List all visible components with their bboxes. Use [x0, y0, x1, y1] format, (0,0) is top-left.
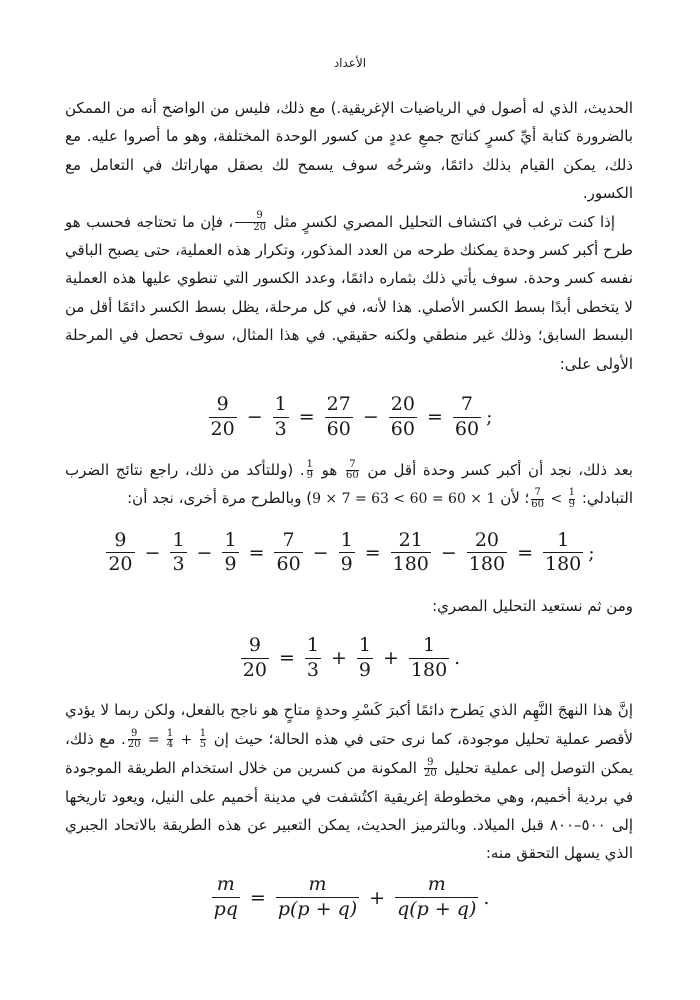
running-header: الأعداد: [333, 56, 367, 70]
operator: =: [248, 541, 265, 564]
denominator: 180: [410, 658, 448, 681]
equation-punctuation: ;: [486, 405, 493, 428]
operator: +: [369, 886, 386, 909]
numerator: 1: [306, 633, 319, 656]
numerator: 1: [172, 528, 185, 551]
paragraph-4: ومن ثم نستعيد التحليل المصري:: [432, 596, 633, 615]
denominator: 20: [242, 658, 267, 681]
denominator: 60: [326, 417, 351, 440]
paragraph-1: الحديث، الذي له أصول في الرياضيات الإغريقية.) مع ذلك، فليس من الواضح أنه من الممكن بالضرورة كتابة أيِّ كسرٍ كناتج جمعِ عددٍ من كسور الوحدة المختلفة، وهو ما أصروا عليه. مع ذلك، يمكن القيام بذلك دائمًا، وشرحُه سوف يسمح لك بصقل مهاراتك في التعامل مع الكسور.: [65, 99, 633, 203]
denominator: 180: [392, 553, 429, 576]
denominator: 60: [454, 417, 480, 440]
paragraph-3-text-c: . (وللتأكد من ذلك، راجع نتائج الضرب التبادلي:: [65, 461, 633, 508]
fraction: [305, 635, 321, 682]
denominator: 180: [544, 553, 582, 576]
fraction: [453, 394, 481, 441]
denominator: 60: [276, 553, 301, 576]
numerator: 1: [274, 392, 287, 415]
fraction: [274, 530, 302, 577]
inline-fraction-9-20: $\frac{9}{20}$: [235, 211, 266, 233]
two-term-decomposition: $\frac{9}{20}$ = $\frac{1}{4}$ + $\frac{1}{5}$: [127, 727, 207, 751]
equation-punctuation: ;: [588, 541, 595, 564]
denominator: 3: [274, 417, 287, 440]
fraction: [339, 530, 355, 577]
fraction: [273, 394, 289, 441]
numerator: m: [308, 873, 327, 896]
fraction: [357, 635, 373, 682]
fraction: [325, 394, 353, 441]
equation-punctuation: .: [454, 647, 461, 670]
operator: +: [382, 647, 399, 670]
operator: −: [362, 405, 379, 428]
fraction: [212, 874, 240, 921]
numerator: 1: [557, 528, 570, 551]
paragraph-3-text-e: ) وبالطرح مرة أخرى، نجد أن:: [127, 489, 313, 508]
fraction: [543, 530, 583, 577]
page-body: [65, 94, 633, 928]
numerator: 1: [358, 633, 371, 656]
operator: −: [144, 541, 161, 564]
fraction: [409, 635, 449, 682]
numerator: m: [427, 873, 446, 896]
denominator: 20: [210, 417, 235, 440]
operator: =: [364, 541, 381, 564]
denominator: q(p + q): [397, 898, 477, 921]
numerator: 21: [398, 528, 423, 551]
paragraph-2-text-a: إذا كنت ترغب في اكتشاف التحليل المصري لكسرٍ مثل: [273, 212, 615, 231]
operator: −: [440, 541, 457, 564]
operator: −: [196, 541, 213, 564]
denominator: 180: [468, 553, 506, 576]
denominator: pq: [213, 898, 238, 921]
equation-4: [65, 868, 633, 928]
paragraph-3-text-a: بعد ذلك، نجد أن أكبر كسر وحدة أقل من: [367, 461, 633, 480]
denominator: 9: [358, 658, 371, 681]
operator: +: [330, 647, 347, 670]
denominator: 9: [224, 553, 237, 576]
denominator: 3: [172, 553, 185, 576]
inline-fraction-1-9: $\frac{1}{9}$: [306, 458, 313, 482]
fraction: [106, 530, 134, 577]
paragraph-3-text-b: هو: [321, 461, 338, 480]
paragraph-5-text-a: إنَّ هذا النهجَ النَّهِم الذي يَطرح دائمًا أكبرَ كَسْرِ وحدةٍ متاحٍ هو ناجح بالفعل، ولكن ربما لا يؤدي لأقصر عملية تحليل موجودة، كما نرى حتى في هذه الحالة؛ حيث إن: [65, 701, 634, 748]
numerator: 1: [224, 528, 237, 551]
denominator: 9: [340, 553, 353, 576]
paragraph-2-text-b: ، فإن ما تحتاجه فحسب هو طرح أكبر كسر وحدة يمكنك طرحه من العدد المذكور، وتكرار هذه العملية، حتى يصبح الباقي نفسه كسر وحدة. سوف يأتي ذلك بثماره دائمًا، وعدد الكسور التي تنطوي عليها هذه العملية لا يتخطى أبدًا بسط الكسر الأصلي. هذا لأنه، في كل مرحلة، يظل بسط الكسر دائمًا أقل من البسط السابق؛ وذلك غير منطقي ولكنه حقيقي. في هذا المثال، سوف تحصل في المرحلة الأولى على:: [65, 212, 633, 373]
operator: =: [517, 541, 533, 564]
fraction: [276, 874, 359, 921]
numerator: m: [216, 873, 235, 896]
paragraph-3: [65, 456, 633, 514]
numerator: 20: [474, 528, 500, 551]
numerator: 27: [326, 392, 351, 415]
denominator: 60: [390, 417, 415, 440]
denominator: 20: [108, 553, 133, 576]
equation-punctuation: .: [483, 886, 490, 909]
operator: =: [426, 405, 443, 428]
equation-3: [65, 620, 633, 696]
equation-1: [65, 378, 633, 456]
fraction: [241, 635, 269, 682]
fraction: [209, 394, 237, 441]
paragraph-5: [65, 696, 633, 867]
numerator: 9: [248, 633, 261, 656]
cross-check-inequality: $\frac{7}{60}$ < $\frac{1}{9}$: [531, 487, 576, 510]
inline-fraction-7-60: $\frac{7}{60}$: [346, 458, 359, 482]
numerator: 9: [216, 392, 229, 415]
paragraph-2: [65, 208, 633, 378]
numerator: 20: [390, 392, 415, 415]
numerator: 1: [422, 633, 436, 656]
fraction: [170, 530, 186, 577]
fraction: [467, 530, 507, 577]
cross-check-expression: 9 × 7 = 63 < 60 = 60 × 1: [312, 491, 496, 508]
numerator: 7: [282, 528, 295, 551]
paragraph-5-text-c: المكونة من كسرين من خلال استخدام الطريقة الموجودة في بردية أخميم، وهي مخطوطة إغريقية اكتُشفت في مدينة أخميم على النيل، ويعود تاريخها إلى ٥٠٠–٨٠٠ قبل الميلاد. وبالترميز الحديث، يمكن التعبير عن هذه الطريقة بالاتحاد الجبري الذي يسهل التحقق منه:: [65, 759, 633, 863]
operator: =: [298, 405, 315, 428]
equation-2: [65, 514, 633, 592]
inline-fraction-9-20-b: $\frac{9}{20}$: [424, 756, 437, 780]
operator: −: [312, 541, 329, 564]
fraction: [389, 394, 417, 441]
fraction: [222, 530, 238, 577]
denominator: p(p + q): [277, 898, 358, 921]
operator: −: [246, 405, 263, 428]
fraction: [395, 874, 478, 921]
numerator: 7: [460, 392, 474, 415]
paragraph-3-text-d: ؛ لأن: [500, 489, 530, 508]
fraction: [391, 530, 431, 577]
paragraph-5-text-b: . مع ذلك، يمكن التوصل إلى عملية تحليل: [65, 729, 633, 778]
operator: =: [278, 647, 295, 670]
numerator: 9: [114, 528, 127, 551]
numerator: 1: [340, 528, 353, 551]
operator: =: [249, 886, 266, 909]
denominator: 3: [306, 658, 319, 681]
